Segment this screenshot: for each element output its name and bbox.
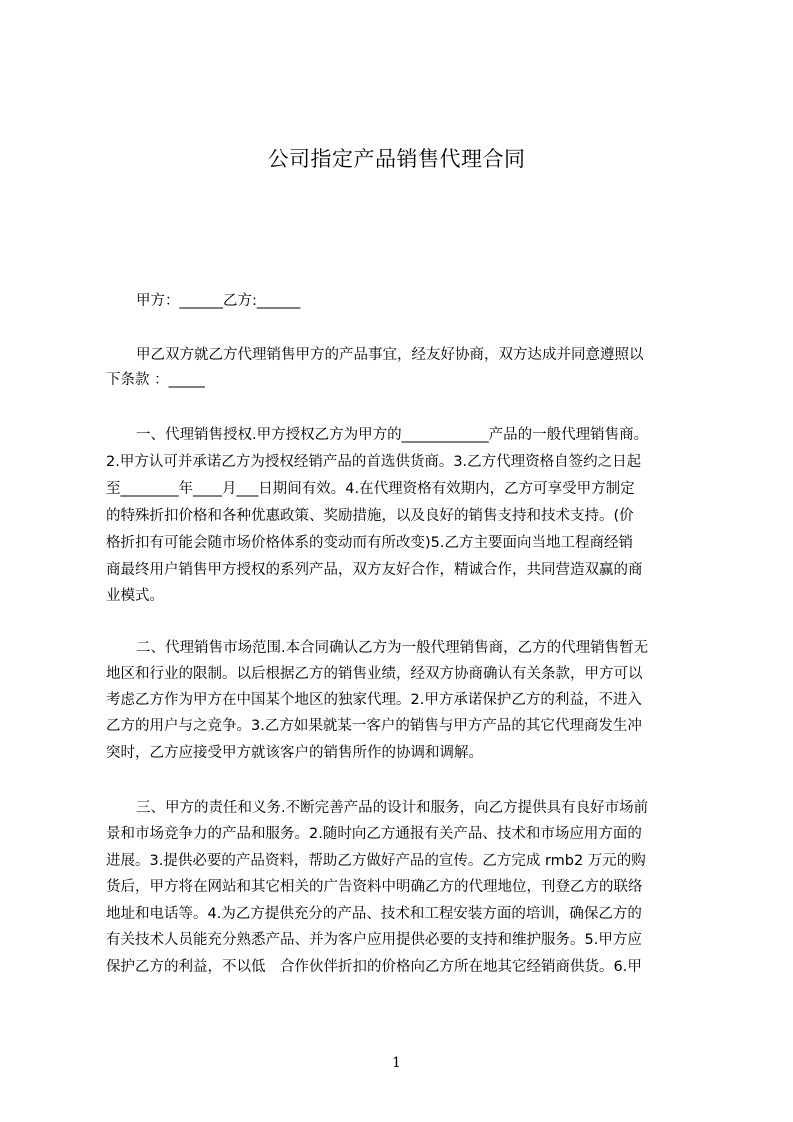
section3-line: 进展。3.提供必要的产品资料，帮助乙方做好产品的宣传。乙方完成 rmb2 万元的购 (106, 853, 646, 869)
section3-line: 货后，甲方将在网站和其它相关的广告资料中明确乙方的代理地位，刊登乙方的联络 (106, 879, 643, 895)
document-title: 公司指定产品销售代理合同 (267, 147, 526, 171)
section3-line: 三、甲方的责任和义务.不断完善产品的设计和服务，向乙方提供具有良好市场前 (136, 800, 649, 816)
section3-line: 保护乙方的利益，不以低 合作伙伴折扣的价格向乙方所在地其它经销商供货。6.甲 (106, 959, 642, 975)
section2-line: 乙方的用户与之竞争。3.乙方如果就某一客户的销售与甲方产品的其它代理商发生冲 (106, 718, 642, 734)
section1-line: 2.甲方认可并承诺乙方为授权经销产品的首选供货商。3.乙方代理资格自签约之日起 (106, 454, 642, 470)
section1-line: 格折扣有可能会随市场价格体系的变动而有所改变)5.乙方主要面向当地工程商经销 (106, 535, 633, 551)
section1-line: 业模式。 (106, 588, 164, 604)
section1-line: 的特殊折扣价格和各种优惠政策、奖励措施，以及良好的销售支持和技术支持。(价 (106, 508, 634, 524)
section3-line: 有关技术人员能充分熟悉产品、并为客户应用提供必要的支持和维护服务。5.甲方应 (106, 932, 642, 948)
page-number: 1 (392, 1055, 401, 1071)
section2-line: 二、代理销售市场范围.本合同确认乙方为一般代理销售商，乙方的代理销售暂无 (136, 640, 649, 656)
parties-line: 甲方：______乙方:______ (136, 293, 301, 309)
section3-line: 景和市场竞争力的产品和服务。2.随时向乙方通报有关产品、技术和市场应用方面的 (106, 826, 642, 842)
section1-line: 一、代理销售授权.甲方授权乙方为甲方的____________产品的一般代理销售商。 (136, 427, 649, 443)
intro-line: 下条款 ：_____ (106, 372, 205, 388)
intro-line: 甲乙双方就乙方代理销售甲方的产品事宜，经友好协商，双方达成并同意遵照以 (136, 347, 644, 363)
section2-line: 考虑乙方作为甲方在中国某个地区的独家代理。2.甲方承诺保护乙方的利益，不进入 (106, 692, 642, 708)
section2-line: 突时，乙方应接受甲方就该客户的销售所作的协调和调解。 (106, 745, 483, 761)
section3-line: 地址和电话等。4.为乙方提供充分的产品、技术和工程安装方面的培训，确保乙方的 (106, 906, 642, 922)
section1-line: 商最终用户销售甲方授权的系列产品，双方友好合作，精诚合作，共同营造双赢的商 (106, 562, 643, 578)
section1-line: 至________年____月___日期间有效。4.在代理资格有效期内，乙方可享受甲方制定 (106, 481, 635, 497)
section2-line: 地区和行业的限制。以后根据乙方的销售业绩，经双方协商确认有关条款，甲方可以 (106, 666, 643, 682)
